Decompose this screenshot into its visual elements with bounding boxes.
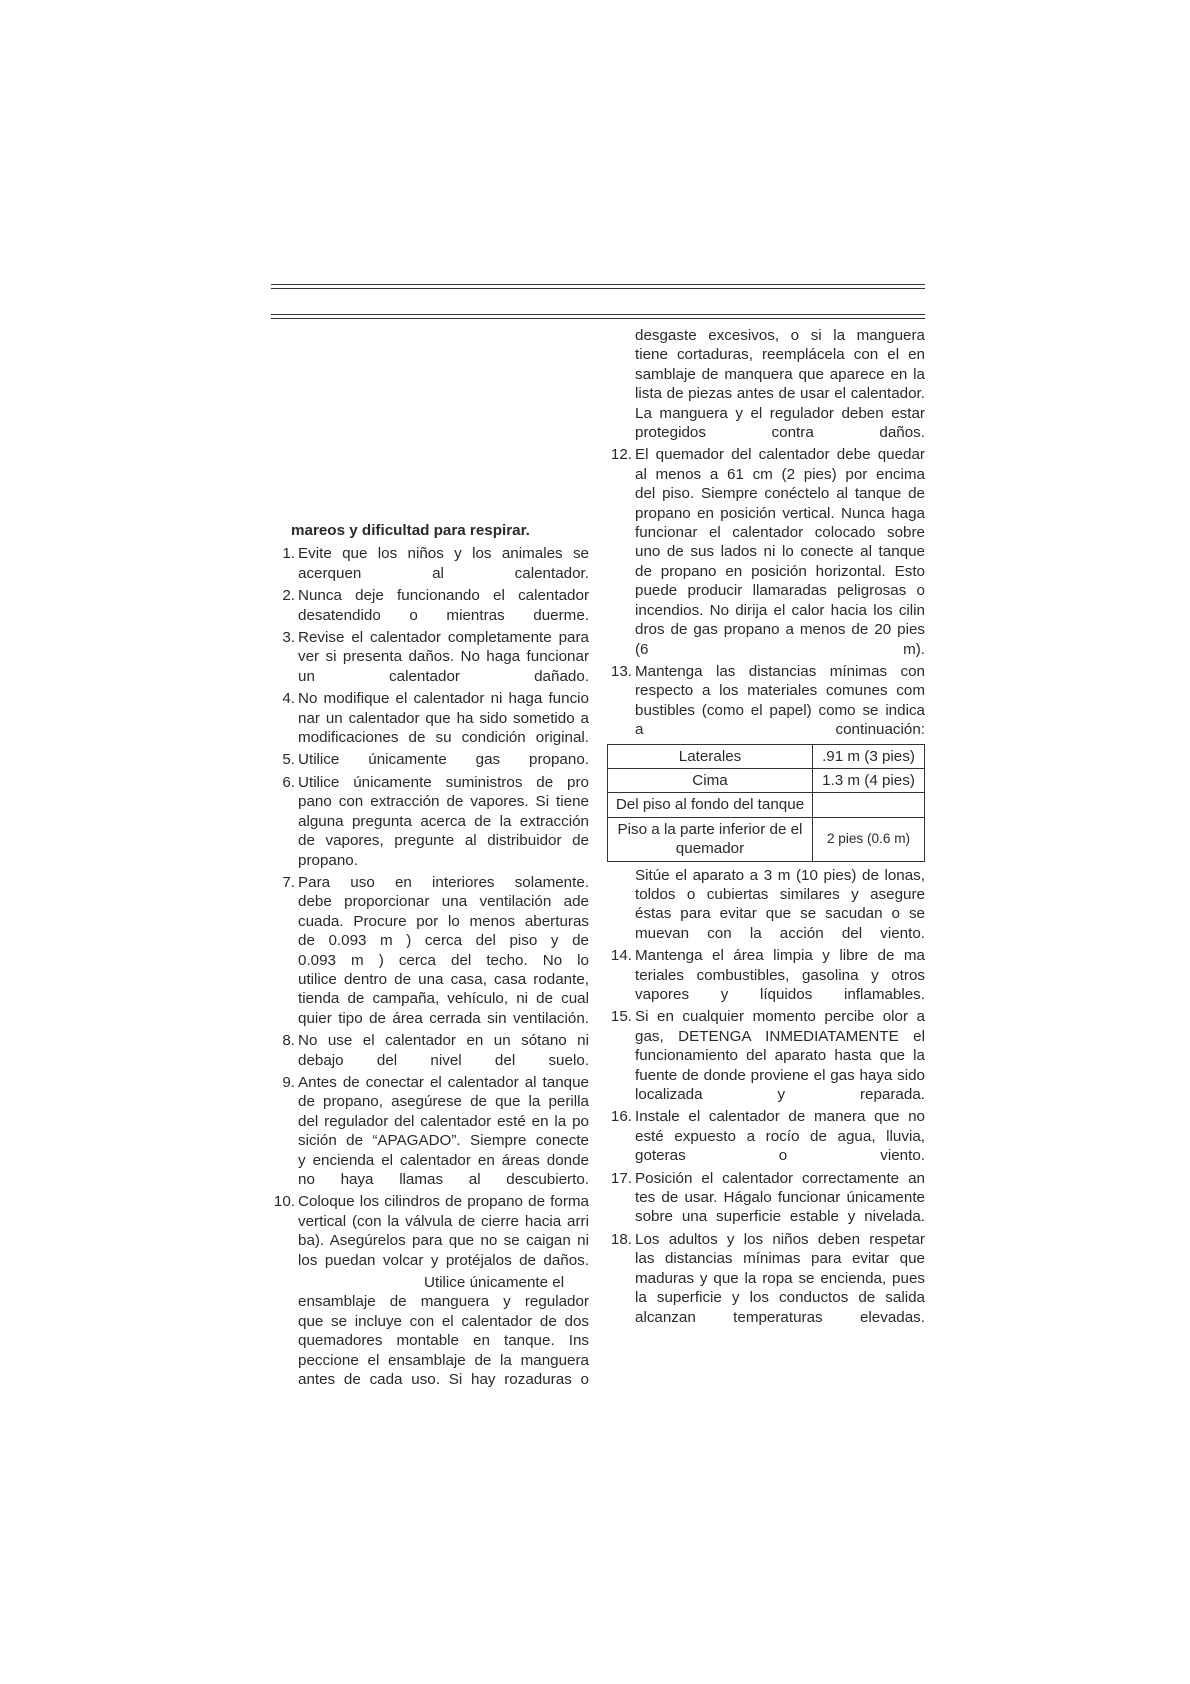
item-text [635, 1230, 925, 1327]
item-line: utilice dentro de una casa, casa rodante, [298, 970, 589, 988]
item-line: Revise el calentador completamente para [298, 629, 589, 647]
item-line: de propano, asegúrese de que la perilla [298, 1093, 589, 1111]
text-line: que se incluye con el calentador de dos [298, 1312, 589, 1330]
list-item [607, 1230, 925, 1327]
item-line: a continuación: [635, 721, 925, 739]
item-line: Evite que los niños y los animales se [298, 545, 589, 563]
list-item [271, 586, 589, 625]
item-line: esté expuesto a rocío de agua, lluvia, [635, 1127, 925, 1145]
item-line: respecto a los materiales comunes com [635, 682, 925, 700]
text-line: tiene cortaduras, reemplácela con el en [635, 346, 925, 364]
item-line: la superficie y los conductos de salida [635, 1289, 925, 1307]
item-text [635, 445, 925, 658]
table-row [608, 793, 925, 817]
item-11-continuation [607, 326, 925, 442]
item-line: al menos a 61 cm (2 pies) por encima [635, 465, 925, 483]
item-line: quier tipo de área cerrada sin ventilación. [298, 1009, 589, 1027]
item-line: incendios. No dirija el calor hacia los cilin [635, 601, 925, 619]
text-line: samblaje de manquera que aparece en la [635, 365, 925, 383]
item-line: gas, DETENGA INMEDIATAMENTE el [635, 1027, 925, 1045]
right-item-list-a [607, 445, 925, 739]
item-line: No modifique el calentador ni haga funcio [298, 690, 589, 708]
item-line: Nunca deje funcionando el calentador [298, 587, 589, 605]
item-line: Utilice únicamente suministros de pro [298, 773, 589, 791]
item-line: acerquen al calentador. [298, 564, 589, 582]
item-line: debe proporcionar una ventilación ade [298, 893, 589, 911]
item-text [635, 1107, 925, 1165]
item-line: sición de “APAGADO”. Siempre conecte [298, 1132, 589, 1150]
list-item [271, 1073, 589, 1189]
item-line: propano en posición vertical. Nunca haga [635, 504, 925, 522]
list-item [271, 1192, 589, 1270]
right-item-list-b [607, 946, 925, 1327]
distance-value [813, 793, 925, 817]
text-line: La manguera y el regulador deben estar [635, 404, 925, 422]
distance-value: 1.3 m (4 pies) [813, 768, 925, 792]
item-10-continuation [271, 1273, 589, 1389]
item-text [298, 873, 589, 1028]
item-number: 5. [282, 751, 295, 769]
item-line: No use el calentador en un sótano ni [298, 1032, 589, 1050]
item-number: 14. [610, 947, 632, 965]
item-number: 17. [610, 1169, 632, 1187]
item-line: las distancias mínimas para evitar que [635, 1250, 925, 1268]
item-line: vapores y líquidos inflamables. [635, 986, 925, 1003]
item-text [298, 773, 589, 870]
distance-label: Piso a la parte inferior de el quemador [608, 817, 813, 861]
item-line: funcionar el calentador colocado sobre [635, 524, 925, 542]
item-line: funcionamiento del aparato hasta que la [635, 1047, 925, 1065]
item-line: teriales combustibles, gasolina y otros [635, 966, 925, 984]
item-text [298, 1073, 589, 1189]
item-line: Los adultos y los niños deben respetar [635, 1230, 925, 1248]
item-line: Posición el calentador correctamente an [635, 1169, 925, 1187]
item-line: vertical (con la válvula de cierre hacia arri [298, 1212, 589, 1230]
item-line: El quemador del calentador debe quedar [635, 446, 925, 464]
item-line: Antes de conectar el calentador al tanque [298, 1073, 589, 1091]
item-number: 9. [282, 1073, 295, 1091]
item-line: nar un calentador que ha sido sometido a [298, 709, 589, 727]
list-item [607, 1169, 925, 1227]
table-row [608, 744, 925, 768]
item-line: uno de sus lados ni lo conecte al tanque [635, 543, 925, 561]
distance-label: Cima [608, 768, 813, 792]
item-line: y encienda el calentador en áreas donde [298, 1151, 589, 1169]
item-line: sobre una superficie estable y nivelada. [635, 1208, 925, 1226]
list-item [607, 1107, 925, 1165]
list-item [607, 1007, 925, 1104]
list-item [271, 873, 589, 1028]
lead-warning: mareos y dificultad para respirar. [291, 522, 530, 539]
item-line: del piso. Siempre conéctelo al tanque de [635, 485, 925, 503]
item-line: modificaciones de su condición original. [298, 729, 589, 747]
item-line: Instale el calentador de manera que no [635, 1108, 925, 1126]
item-line: Para uso en interiores solamente. [298, 873, 589, 891]
item-text [298, 689, 589, 747]
right-column [607, 326, 925, 1330]
distance-label: Laterales [608, 744, 813, 768]
text-line: desgaste excesivos, o si la manguera [635, 327, 925, 344]
item-line: alcanzan temperaturas elevadas. [635, 1308, 925, 1326]
item-line: propano. [298, 851, 358, 869]
item-text [298, 628, 589, 686]
item-number: 8. [282, 1032, 295, 1050]
item-line: puede producir llamaradas peligrosas o [635, 582, 925, 600]
item-text [635, 1007, 925, 1104]
item-text [635, 1169, 925, 1227]
placement-note [607, 866, 925, 944]
item-line: goteras o viento. [635, 1147, 925, 1165]
item-line: Mantenga las distancias mínimas con [635, 662, 925, 680]
item-line: Coloque los cilindros de propano de forma [298, 1193, 589, 1211]
text-line: protegidos contra daños. [635, 424, 925, 442]
item-line: tes de usar. Hágalo funcionar únicamente [635, 1189, 925, 1207]
item-line: ba). Asegúrelos para que no se caigan ni [298, 1232, 589, 1250]
item-number: 6. [282, 773, 295, 791]
item-number: 12. [610, 446, 632, 464]
distance-value: .91 m (3 pies) [813, 744, 925, 768]
list-item [271, 1031, 589, 1070]
text-line: toldos o cubiertas similares y asegure [635, 885, 925, 903]
left-column [271, 521, 589, 1389]
header-double-rule-bottom [271, 314, 925, 319]
item-line: 0.093 m ) cerca del techo. No lo [298, 951, 589, 969]
item-text [298, 586, 589, 625]
item-line: Mantenga el área limpia y libre de ma [635, 947, 925, 965]
item-line: Utilice únicamente el [424, 1274, 565, 1292]
item-text [298, 1192, 589, 1270]
item-line: ver si presenta daños. No haga funcionar [298, 648, 589, 666]
item-line: localizada y reparada. [635, 1086, 925, 1104]
text-line: quemadores montable en tanque. Ins [298, 1332, 589, 1350]
item-line: (6 m). [635, 640, 925, 658]
distance-label: Del piso al fondo del tanque [608, 793, 813, 817]
item-line: fuente de donde proviene el gas haya sido [635, 1066, 925, 1084]
item-number: 1. [282, 545, 295, 563]
item-number: 2. [282, 587, 295, 605]
text-line: antes de cada uso. Si hay rozaduras o [298, 1371, 589, 1389]
item-line: alguna pregunta acerca de la extracción [298, 812, 589, 830]
item-text [635, 946, 925, 1004]
list-item [271, 544, 589, 583]
list-item [271, 689, 589, 747]
item-text [298, 750, 589, 769]
distance-value: 2 pies (0.6 m) [813, 817, 925, 861]
item-number: 13. [610, 662, 632, 680]
table-row [608, 768, 925, 792]
item-line: desatendido o mientras duerme. [298, 606, 589, 624]
item-line: tienda de campaña, vehículo, ni de cual [298, 990, 589, 1008]
list-item [607, 662, 925, 740]
item-line: maduras y que la ropa se encienda, pues [635, 1269, 925, 1287]
item-line: un calentador dañado. [298, 667, 589, 685]
text-line: ensamblaje de manguera y regulador [298, 1293, 589, 1311]
item-line: dros de gas propano a menos de 20 pies [635, 621, 925, 639]
item-number: 7. [282, 873, 295, 891]
item-number: 15. [610, 1008, 632, 1026]
item-line: los puedan volcar y protéjalos de daños. [298, 1251, 589, 1269]
item-number: 18. [610, 1230, 632, 1248]
left-item-list [271, 544, 589, 1270]
list-item [271, 750, 589, 769]
item-text [635, 662, 925, 740]
item-line: bustibles (como el papel) como se indica [635, 701, 925, 719]
text-line: peccione el ensamblaje de la manguera [298, 1351, 589, 1369]
item-line: de vapores, pregunte al distribuidor de [298, 832, 589, 850]
item-line: Utilice únicamente gas propano. [298, 751, 589, 769]
item-line: de propano en posición horizontal. Esto [635, 562, 925, 580]
list-item [271, 773, 589, 870]
item-line: cuada. Procure por lo menos aberturas [298, 912, 589, 930]
text-line: éstas para evitar que se sacudan o se [635, 905, 925, 923]
item-line: Si en cualquier momento percibe olor a [635, 1008, 925, 1026]
item-10-tail [298, 1292, 589, 1389]
header-double-rule-top [271, 284, 925, 289]
item-number: 16. [610, 1108, 632, 1126]
item-line: del regulador del calentador esté en la po [298, 1112, 589, 1130]
list-item [607, 445, 925, 658]
text-line: Sitúe el aparato a 3 m (10 pies) de lonas, [635, 866, 925, 884]
item-line: debajo del nivel del suelo. [298, 1051, 589, 1069]
item-line: de 0.093 m ) cerca del piso y de [298, 932, 589, 950]
item-number: 4. [282, 690, 295, 708]
list-item [607, 946, 925, 1004]
item-number: 10. [273, 1193, 295, 1211]
item-text [298, 544, 589, 583]
item-line: pano con extracción de vapores. Si tiene [298, 793, 589, 811]
item-line: no haya llamas al descubierto. [298, 1171, 589, 1188]
list-item [271, 628, 589, 686]
item-number: 3. [282, 629, 295, 647]
distance-table [607, 744, 925, 862]
text-line: muevan con la acción del viento. [635, 924, 925, 942]
item-text [298, 1031, 589, 1070]
text-line: lista de piezas antes de usar el calentador. [635, 385, 925, 403]
table-row [608, 817, 925, 861]
